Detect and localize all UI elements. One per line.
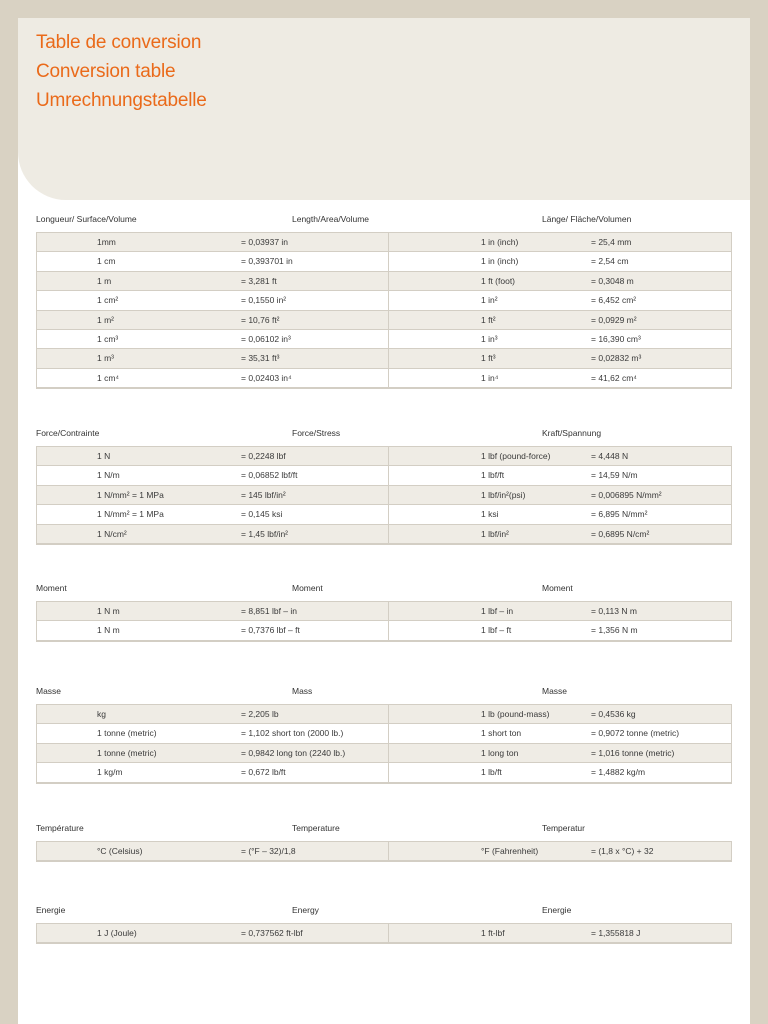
- metric-unit: °C (Celsius): [97, 846, 143, 856]
- imperial-unit: 1 ft²: [481, 314, 496, 325]
- metric-equivalent: = 1,4882 kg/m: [591, 767, 646, 778]
- imperial-equivalent: = 0,393701 in: [241, 256, 293, 267]
- imperial-unit: 1 in (inch): [481, 237, 519, 247]
- metric-unit: 1 cm³: [97, 333, 119, 344]
- heading-german: Masse: [542, 686, 568, 696]
- section-heading: [36, 686, 732, 700]
- heading-german: Temperatur: [542, 823, 585, 833]
- metric-unit: 1 N/m: [97, 470, 120, 481]
- imperial-equivalent: = 8,851 lbf – in: [241, 606, 298, 616]
- heading-french: Force/Contrainte: [36, 428, 100, 438]
- heading-french: Température: [36, 823, 84, 833]
- conversion-table: [36, 923, 732, 944]
- heading-french: Moment: [36, 583, 67, 593]
- metric-equivalent: = 1,356 N m: [591, 625, 638, 636]
- table-row: [37, 602, 731, 621]
- imperial-unit: 1 lbf – ft: [481, 625, 512, 636]
- metric-unit: 1 cm²: [97, 295, 119, 306]
- section-energy: [36, 905, 732, 944]
- section-heading: [36, 583, 732, 597]
- table-row: [37, 369, 731, 388]
- imperial-equivalent: = 145 lbf/in²: [241, 489, 286, 500]
- table-row: [37, 486, 731, 505]
- metric-equivalent: = (1,8 x °C) + 32: [591, 846, 654, 856]
- imperial-equivalent: = 1,102 short ton (2000 lb.): [241, 728, 344, 739]
- metric-unit: 1 N m: [97, 625, 120, 636]
- table-row: [37, 447, 731, 466]
- section-length: [36, 214, 732, 389]
- imperial-unit: 1 short ton: [481, 728, 522, 739]
- table-row: [37, 252, 731, 271]
- metric-unit: 1 m²: [97, 314, 114, 325]
- metric-unit: 1 tonne (metric): [97, 728, 157, 739]
- metric-unit: 1 N/mm² = 1 MPa: [97, 509, 164, 520]
- imperial-unit: 1 lb (pound-mass): [481, 709, 550, 719]
- imperial-equivalent: = 0,145 ksi: [241, 509, 283, 520]
- heading-german: Kraft/Spannung: [542, 428, 602, 438]
- imperial-unit: 1 in⁴: [481, 372, 499, 383]
- metric-equivalent: = 6,895 N/mm²: [591, 509, 648, 520]
- column-divider: [388, 602, 389, 641]
- metric-equivalent: = 41,62 cm⁴: [591, 372, 637, 383]
- metric-equivalent: = 0,6895 N/cm²: [591, 528, 650, 539]
- column-divider: [388, 447, 389, 544]
- table-row: [37, 466, 731, 485]
- conversion-table: [36, 446, 732, 545]
- imperial-equivalent: = 0,03937 in: [241, 237, 289, 247]
- metric-unit: kg: [97, 709, 106, 719]
- section-heading: [36, 823, 732, 837]
- imperial-equivalent: = 0,2248 lbf: [241, 451, 286, 461]
- imperial-equivalent: = 0,02403 in⁴: [241, 372, 292, 383]
- imperial-unit: 1 lb/ft: [481, 767, 502, 778]
- conversion-table: [36, 704, 732, 784]
- metric-unit: 1 m³: [97, 353, 114, 364]
- heading-english: Length/Area/Volume: [292, 214, 370, 224]
- metric-unit: 1 N/cm²: [97, 528, 127, 539]
- heading-french: Longueur/ Surface/Volume: [36, 214, 137, 224]
- imperial-equivalent: = 0,1550 in²: [241, 295, 287, 306]
- imperial-equivalent: = 10,76 ft²: [241, 314, 280, 325]
- table-row: [37, 724, 731, 743]
- heading-english: Force/Stress: [292, 428, 341, 438]
- metric-unit: 1 cm: [97, 256, 116, 267]
- imperial-unit: 1 ft-lbf: [481, 928, 505, 938]
- imperial-unit: 1 in²: [481, 295, 498, 306]
- title-french: Table de conversion: [36, 32, 202, 53]
- conversion-table: [36, 232, 732, 389]
- metric-equivalent: = 14,59 N/m: [591, 470, 638, 481]
- heading-english: Temperature: [292, 823, 340, 833]
- table-row: [37, 705, 731, 724]
- imperial-unit: 1 ft³: [481, 353, 496, 364]
- imperial-unit: 1 in³: [481, 333, 498, 344]
- imperial-equivalent: = 35,31 ft³: [241, 353, 280, 364]
- imperial-unit: 1 lbf (pound-force): [481, 451, 551, 461]
- table-row: [37, 291, 731, 310]
- heading-german: Länge/ Fläche/Volumen: [542, 214, 632, 224]
- table-row: [37, 505, 731, 524]
- heading-english: Mass: [292, 686, 313, 696]
- metric-unit: 1 cm⁴: [97, 372, 120, 383]
- metric-equivalent: = 0,4536 kg: [591, 709, 636, 719]
- imperial-unit: 1 lbf/in²: [481, 528, 509, 539]
- metric-unit: 1 N m: [97, 606, 120, 616]
- metric-equivalent: = 0,9072 tonne (metric): [591, 728, 680, 739]
- section-temperature: [36, 823, 732, 862]
- imperial-equivalent: = 0,737562 ft-lbf: [241, 928, 303, 938]
- metric-unit: 1 N: [97, 451, 111, 461]
- section-moment: [36, 583, 732, 642]
- section-force: [36, 428, 732, 545]
- column-divider: [388, 705, 389, 783]
- imperial-unit: 1 ft (foot): [481, 275, 516, 286]
- imperial-unit: 1 ksi: [481, 509, 499, 520]
- heading-german: Energie: [542, 905, 572, 915]
- table-row: [37, 924, 731, 943]
- title-english: Conversion table: [36, 61, 176, 82]
- metric-equivalent: = 25,4 mm: [591, 237, 632, 247]
- imperial-unit: 1 in (inch): [481, 256, 519, 267]
- table-row: [37, 744, 731, 763]
- metric-unit: 1 tonne (metric): [97, 747, 157, 758]
- imperial-equivalent: = 0,9842 long ton (2240 lb.): [241, 747, 346, 758]
- metric-equivalent: = 0,3048 m: [591, 275, 634, 286]
- imperial-unit: 1 lbf/in²(psi): [481, 489, 526, 500]
- table-row: [37, 330, 731, 349]
- imperial-equivalent: = 0,7376 lbf – ft: [241, 625, 300, 636]
- metric-equivalent: = 1,016 tonne (metric): [591, 747, 675, 758]
- imperial-unit: 1 lbf/ft: [481, 470, 505, 481]
- table-row: [37, 525, 731, 544]
- imperial-unit: 1 lbf – in: [481, 606, 514, 616]
- conversion-table: [36, 601, 732, 642]
- table-row: [37, 272, 731, 291]
- table-row: [37, 621, 731, 640]
- imperial-equivalent: = 3,281 ft: [241, 275, 277, 286]
- imperial-unit: 1 long ton: [481, 747, 519, 758]
- metric-equivalent: = 2,54 cm: [591, 256, 629, 267]
- heading-english: Moment: [292, 583, 323, 593]
- heading-french: Energie: [36, 905, 66, 915]
- table-row: [37, 763, 731, 782]
- metric-unit: 1mm: [97, 237, 116, 247]
- section-mass: [36, 686, 732, 784]
- metric-equivalent: = 1,355818 J: [591, 928, 641, 938]
- metric-equivalent: = 0,0929 m²: [591, 314, 637, 325]
- column-divider: [388, 233, 389, 388]
- table-row: [37, 842, 731, 861]
- header-banner: [18, 18, 750, 200]
- metric-equivalent: = 0,006895 N/mm²: [591, 489, 662, 500]
- metric-equivalent: = 0,113 N m: [591, 606, 637, 616]
- page: [18, 18, 750, 1024]
- table-row: [37, 233, 731, 252]
- metric-equivalent: = 16,390 cm³: [591, 333, 641, 344]
- heading-english: Energy: [292, 905, 319, 915]
- table-row: [37, 311, 731, 330]
- imperial-equivalent: = 1,45 lbf/in²: [241, 528, 289, 539]
- imperial-equivalent: = 0,672 lb/ft: [241, 767, 286, 778]
- heading-german: Moment: [542, 583, 573, 593]
- table-row: [37, 349, 731, 368]
- metric-equivalent: = 0,02832 m³: [591, 353, 642, 364]
- heading-french: Masse: [36, 686, 62, 696]
- section-heading: [36, 428, 732, 442]
- imperial-unit: °F (Fahrenheit): [481, 846, 539, 856]
- metric-unit: 1 m: [97, 275, 112, 286]
- imperial-equivalent: = 2,205 lb: [241, 709, 279, 719]
- metric-equivalent: = 4,448 N: [591, 451, 629, 461]
- imperial-equivalent: = 0,06102 in³: [241, 333, 291, 344]
- metric-equivalent: = 6,452 cm²: [591, 295, 637, 306]
- section-heading: [36, 214, 732, 228]
- column-divider: [388, 924, 389, 943]
- section-heading: [36, 905, 732, 919]
- column-divider: [388, 842, 389, 861]
- metric-unit: 1 N/mm² = 1 MPa: [97, 489, 164, 500]
- metric-unit: 1 J (Joule): [97, 928, 137, 938]
- conversion-table: [36, 841, 732, 862]
- imperial-equivalent: = 0,06852 lbf/ft: [241, 470, 298, 481]
- title-german: Umrechnungstabelle: [36, 90, 207, 111]
- metric-unit: 1 kg/m: [97, 767, 123, 778]
- imperial-equivalent: = (°F – 32)/1,8: [241, 846, 296, 856]
